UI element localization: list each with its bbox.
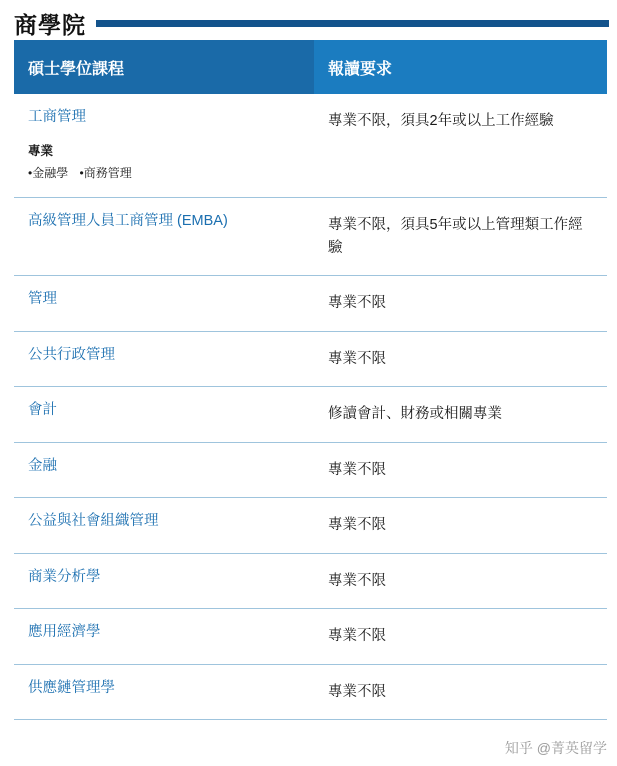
requirement-cell [314, 609, 607, 664]
requirement-cell [314, 276, 607, 331]
program-cell [14, 198, 314, 276]
page-title: 商學院 [14, 11, 86, 38]
program-name: 高級管理人員工商管理 (EMBA) [28, 213, 228, 230]
requirement-cell [314, 664, 607, 719]
table-row [14, 442, 607, 497]
requirement-text: 專業不限 [328, 295, 386, 312]
program-name: 工商管理 [28, 109, 86, 125]
table-row [14, 553, 607, 608]
table-row [14, 609, 607, 664]
table-row [14, 331, 607, 386]
program-name: 公益與社會組織管理 [28, 513, 159, 530]
program-cell [14, 609, 314, 664]
table-header [14, 40, 607, 94]
program-name: 會計 [28, 402, 57, 419]
table-body [14, 94, 607, 720]
major-list [28, 165, 300, 182]
requirement-cell [314, 442, 607, 497]
title-divider-rule [96, 20, 609, 27]
requirement-cell [314, 387, 607, 442]
major-item: •金融學 [28, 165, 69, 180]
table-row [14, 276, 607, 331]
major-item: •商務管理 [79, 165, 132, 180]
table-header-row [14, 40, 607, 94]
requirement-text: 修讀會計、財務或相關專業 [328, 406, 502, 423]
program-name: 公共行政管理 [28, 346, 115, 363]
program-cell [14, 664, 314, 719]
requirement-text: 專業不限，須具2年或以上工作經驗 [328, 113, 554, 129]
requirement-cell [314, 498, 607, 553]
program-cell [14, 331, 314, 386]
program-name: 商業分析學 [28, 568, 101, 585]
watermark-text: 知乎 @菁英留学 [504, 740, 607, 756]
requirement-cell [314, 94, 607, 198]
program-name: 應用經濟學 [28, 624, 101, 641]
requirement-text: 專業不限 [328, 517, 386, 534]
program-cell [14, 94, 314, 198]
program-cell [14, 387, 314, 442]
program-name: 金融 [28, 457, 57, 474]
program-name: 管理 [28, 291, 57, 308]
program-cell [14, 498, 314, 553]
table-row [14, 387, 607, 442]
requirement-text: 專業不限 [328, 628, 386, 645]
requirement-text: 專業不限 [328, 461, 386, 478]
requirement-cell [314, 553, 607, 608]
requirement-text: 專業不限 [328, 683, 386, 700]
table-row [14, 664, 607, 719]
table-row [14, 498, 607, 553]
requirement-text: 專業不限，須具5年或以上管理類工作經驗 [328, 217, 583, 256]
program-cell [14, 553, 314, 608]
requirement-text: 專業不限 [328, 572, 386, 589]
requirement-text: 專業不限 [328, 350, 386, 367]
table-row [14, 94, 607, 198]
column-header-requirement: 報讀要求 [314, 40, 607, 94]
program-name: 供應鏈管理學 [28, 679, 115, 696]
column-header-program: 碩士學位課程 [14, 40, 314, 94]
requirement-cell [314, 331, 607, 386]
program-cell [14, 276, 314, 331]
school-title-bar [0, 0, 617, 40]
table-row [14, 198, 607, 276]
requirement-cell [314, 198, 607, 276]
programs-table [14, 40, 607, 720]
watermark [505, 738, 607, 758]
major-label: 專業 [28, 143, 54, 158]
program-cell [14, 442, 314, 497]
